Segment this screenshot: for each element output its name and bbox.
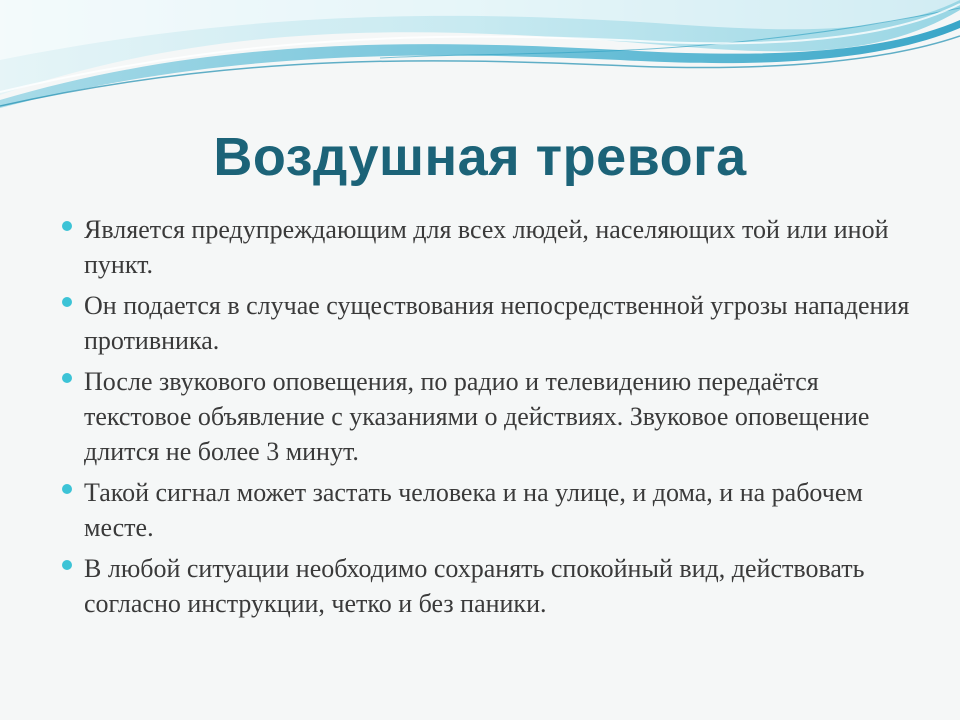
bullet-text: После звукового оповещения, по радио и телевидению передаётся текстовое объявление с указаниями о действиях. Звуковое оповещение длится не более 3 минут. xyxy=(84,367,870,466)
bullet-dot-icon xyxy=(62,484,72,494)
bullet-text: Он подается в случае существования непосредственной угрозы нападения противника. xyxy=(84,291,910,355)
bullet-dot-icon xyxy=(62,297,72,307)
list-item xyxy=(58,475,918,545)
list-item xyxy=(58,212,918,282)
list-item xyxy=(58,288,918,358)
wave-decoration xyxy=(0,0,960,120)
slide-title: Воздушная тревога xyxy=(213,127,747,187)
list-item xyxy=(58,551,918,621)
bullet-dot-icon xyxy=(62,221,72,231)
bullet-list xyxy=(58,212,918,627)
bullet-text: Такой сигнал может застать человека и на улице, и дома, и на рабочем месте. xyxy=(84,478,863,542)
list-item xyxy=(58,364,918,469)
bullet-text: В любой ситуации необходимо сохранять спокойный вид, действовать согласно инструкции, четко и без паники. xyxy=(84,554,865,618)
bullet-dot-icon xyxy=(62,373,72,383)
bullet-text: Является предупреждающим для всех людей, населяющих той или иной пункт. xyxy=(84,215,889,279)
bullet-dot-icon xyxy=(62,560,72,570)
